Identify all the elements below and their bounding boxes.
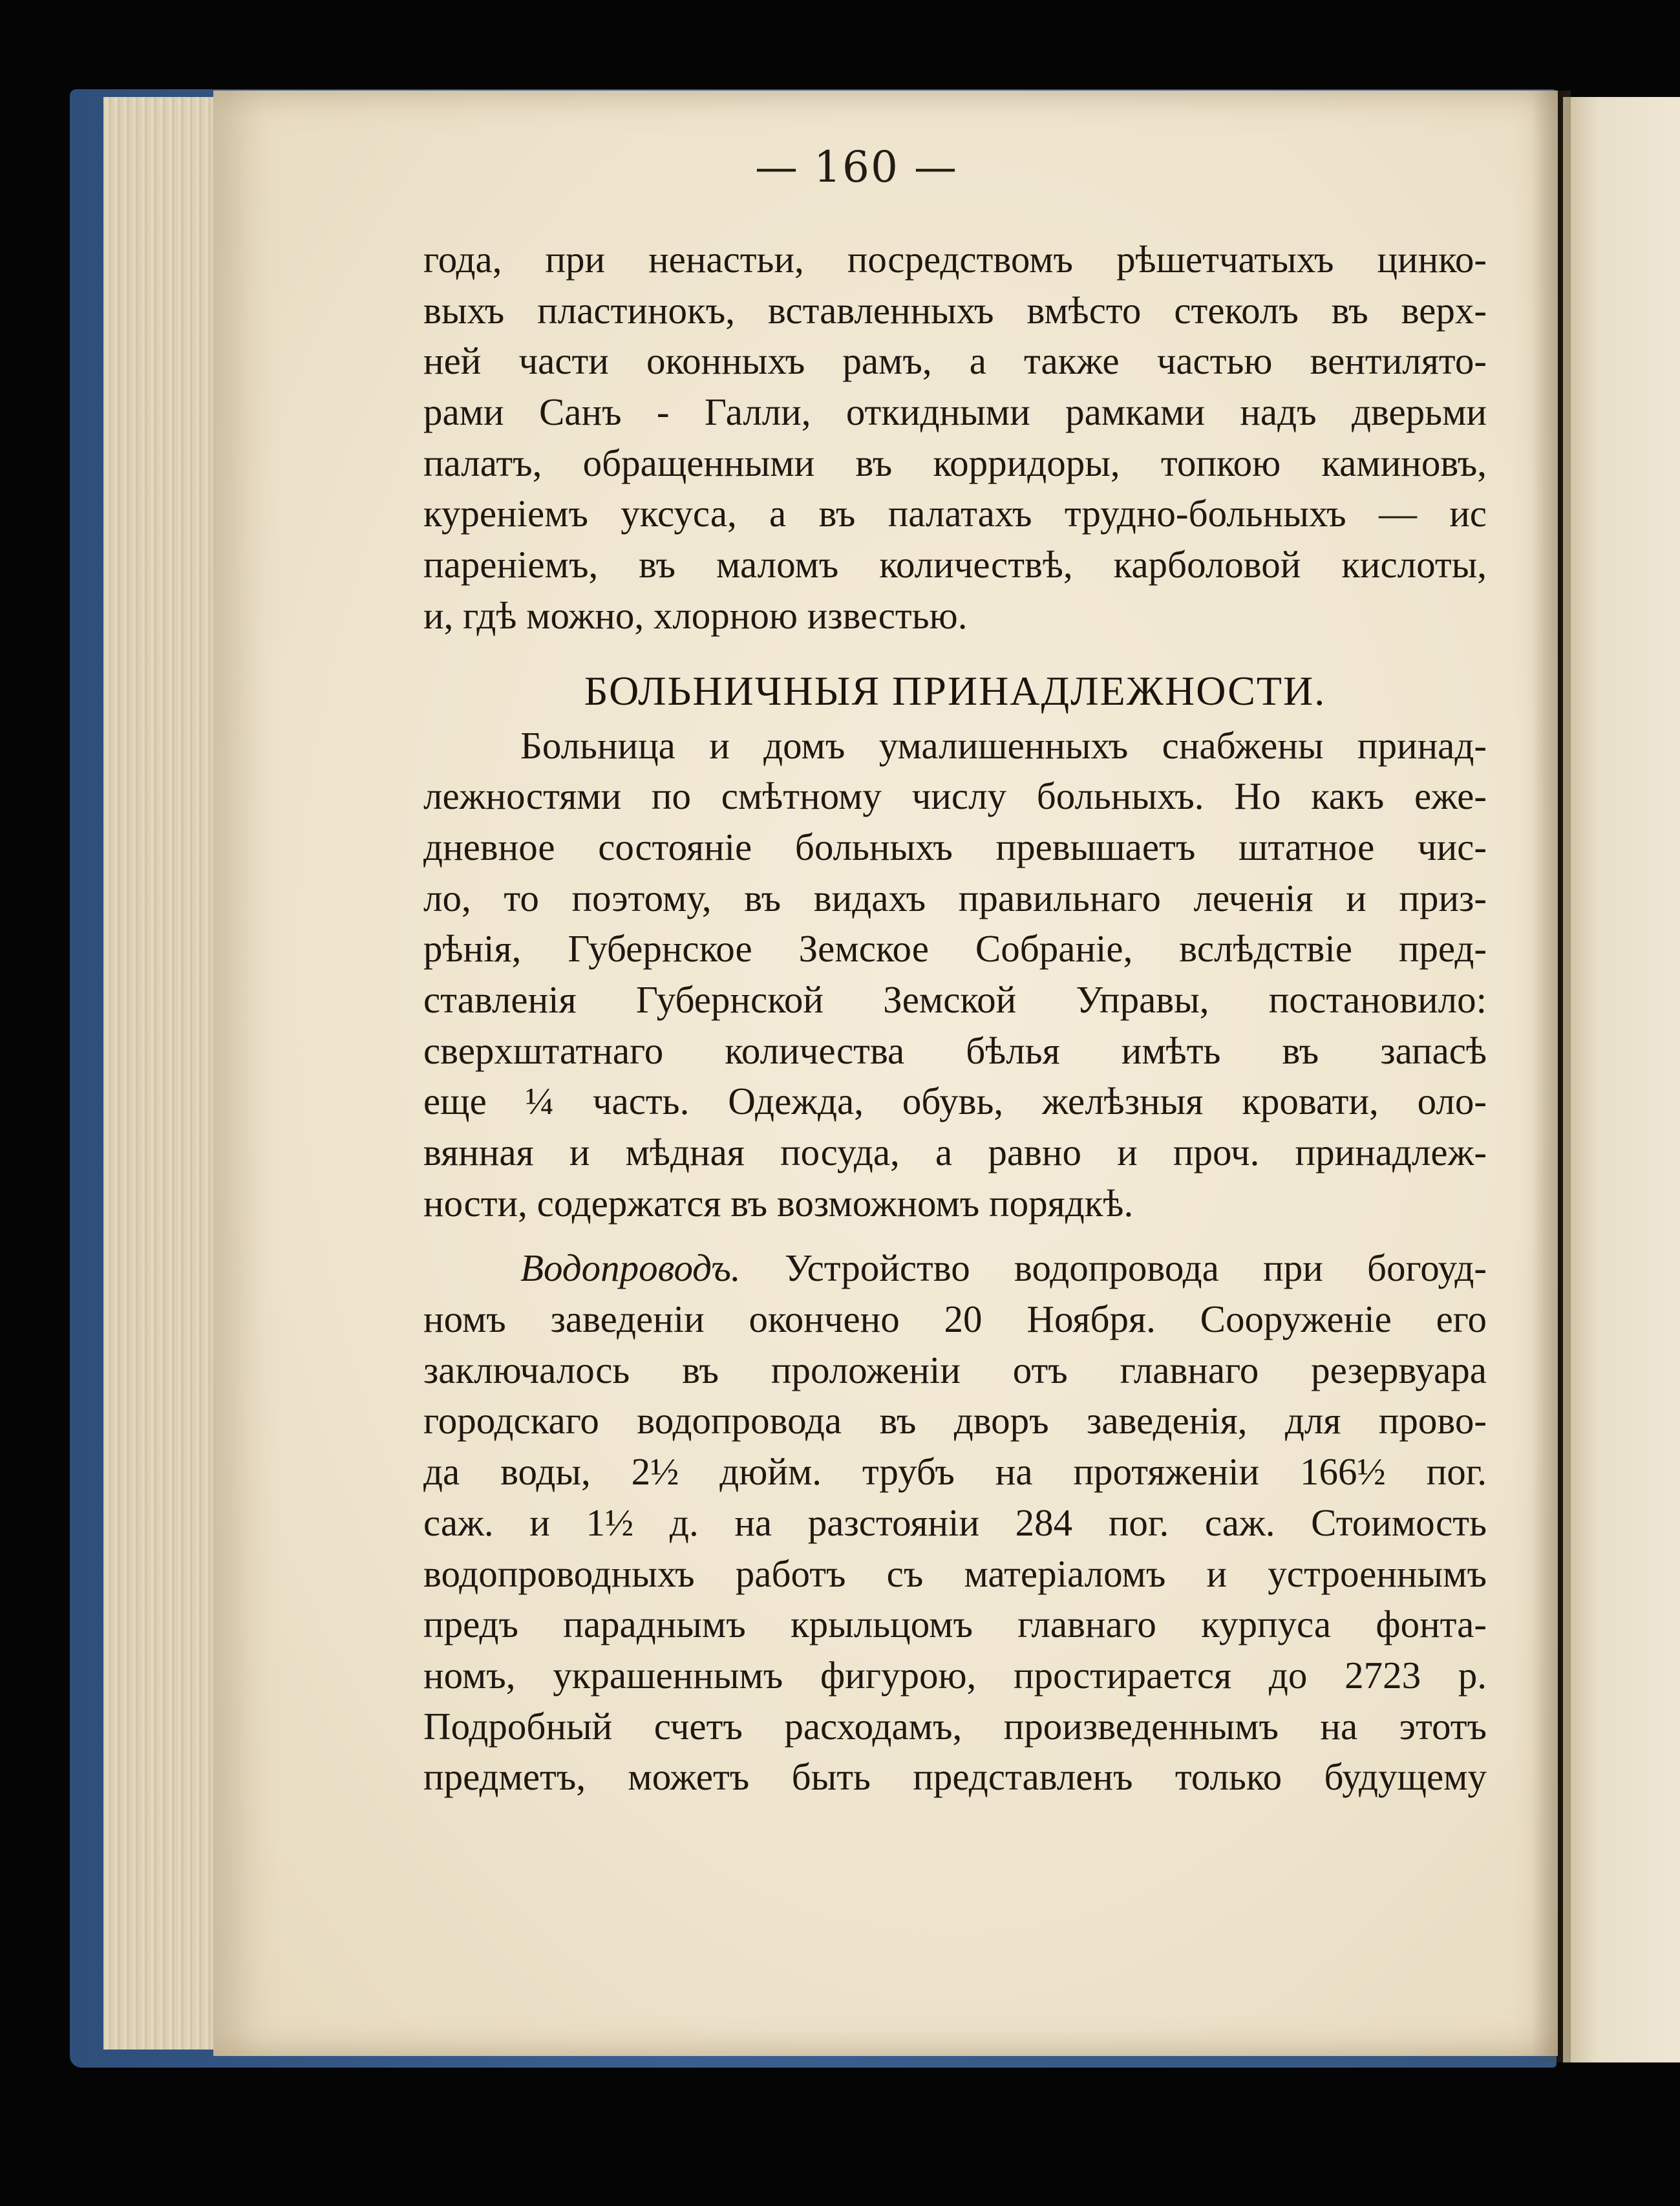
text-line: куреніемъ уксуса, а въ палатахъ трудно-больныхъ — ис bbox=[423, 492, 1487, 535]
page-number: — 160 — bbox=[755, 142, 958, 192]
paragraph-ventilation bbox=[423, 234, 1487, 641]
text-line: заключалось въ проложеніи отъ главнаго резервуара bbox=[423, 1348, 1487, 1391]
text-line: водопроводныхъ работъ съ матеріаломъ и устроеннымъ bbox=[423, 1552, 1487, 1595]
text-line: рами Санъ - Галли, откидными рамками надъ дверьми bbox=[423, 391, 1487, 434]
text-line: ло, то поэтому, въ видахъ правильнаго леченія и приз- bbox=[423, 876, 1487, 919]
text-line: рѣнія, Губернское Земское Собраніе, вслѣдствіе пред- bbox=[423, 927, 1487, 970]
text-line: лежностями по смѣтному числу больныхъ. Но какъ еже- bbox=[423, 775, 1487, 818]
text-line: еще ¼ часть. Одежда, обувь, желѣзныя кровати, оло- bbox=[423, 1080, 1487, 1123]
text-line: Подробный счетъ расходамъ, произведеннымъ на этотъ bbox=[423, 1704, 1487, 1748]
text-line: выхъ пластинокъ, вставленныхъ вмѣсто стеколъ въ верх- bbox=[423, 288, 1487, 332]
text-line: Больница и домъ умалишенныхъ снабжены принад- bbox=[520, 723, 1487, 767]
text-line: вянная и мѣдная посуда, а равно и проч. принадлеж- bbox=[423, 1131, 1487, 1173]
text-line: предметъ, можетъ быть представленъ только будущему bbox=[423, 1755, 1487, 1799]
text-line: и, гдѣ можно, хлорною известью. bbox=[423, 594, 968, 637]
text-line: саж. и 1½ д. на разстояніи 284 пог. саж. Стоимость bbox=[423, 1501, 1487, 1544]
paragraph-water-supply bbox=[423, 1243, 1487, 1803]
text-run: Устройство водопровода при богоуд- bbox=[740, 1247, 1487, 1290]
text-line: ности, содержатся въ возможномъ порядкѣ. bbox=[423, 1181, 1134, 1225]
gutter-shadow bbox=[1532, 91, 1571, 2062]
text-line: пареніемъ, въ маломъ количествѣ, карболовой кислоты, bbox=[423, 543, 1487, 586]
text-line: номъ заведеніи окончено 20 Ноября. Сооруженіе его bbox=[423, 1298, 1487, 1341]
text-line: да воды, 2½ дюйм. трубъ на протяженіи 166½ пог. bbox=[423, 1450, 1487, 1494]
run-in-heading: Водопроводъ. bbox=[520, 1247, 741, 1290]
text-line: ней части оконныхъ рамъ, а также частью вентилято- bbox=[423, 339, 1487, 383]
paragraph-supplies bbox=[423, 720, 1487, 1229]
section-heading: БОЛЬНИЧНЫЯ ПРИНАДЛЕЖНОСТИ. bbox=[584, 667, 1326, 714]
text-line: предъ параднымъ крыльцомъ главнаго курпуса фонта- bbox=[423, 1603, 1487, 1646]
text-line: номъ, украшеннымъ фигурою, простирается до 2723 р. bbox=[423, 1653, 1487, 1697]
adjacent-page bbox=[1563, 97, 1680, 2062]
text-line: ставленія Губернской Земской Управы, постановило: bbox=[423, 978, 1487, 1021]
text-line: дневное состояніе больныхъ превышаетъ штатное чис- bbox=[423, 825, 1487, 868]
page-text bbox=[423, 234, 1487, 1803]
text-line bbox=[423, 1243, 1487, 1294]
text-line: городскаго водопровода въ дворъ заведенія, для прово- bbox=[423, 1399, 1487, 1442]
text-line: палатъ, обращенными въ корридоры, топкою каминовъ, bbox=[423, 441, 1487, 484]
text-line: сверхштатнаго количества бѣлья имѣть въ запасѣ bbox=[423, 1029, 1487, 1072]
text-line: года, при ненастьи, посредствомъ рѣшетчатыхъ цинко- bbox=[423, 238, 1487, 281]
